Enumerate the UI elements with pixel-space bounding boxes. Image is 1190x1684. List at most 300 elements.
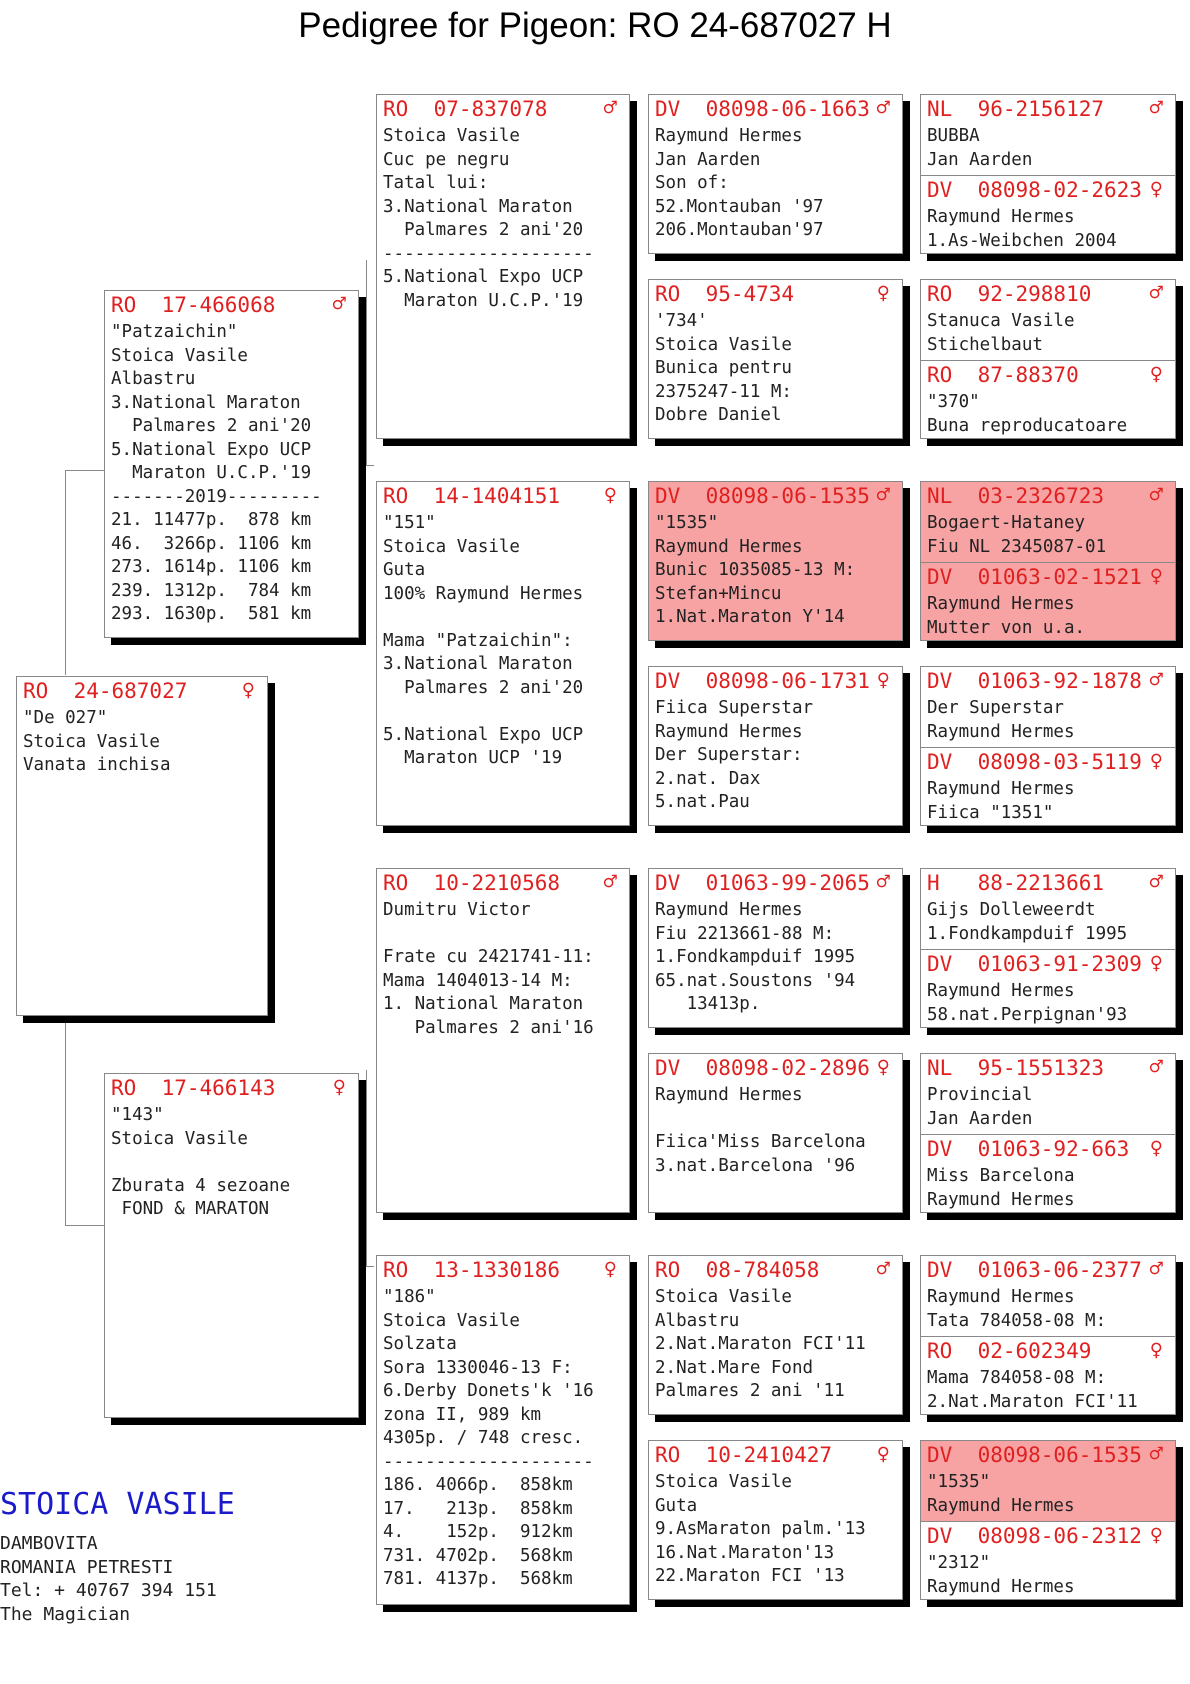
female-icon: ♀ (1149, 1523, 1163, 1548)
detail-line: Raymund Hermes (927, 207, 1075, 227)
detail-line: Frate cu 2421741-11: (383, 947, 594, 967)
detail-line: Mama 1404013-14 M: (383, 970, 573, 991)
detail-line: 2.Nat.Maraton FCI'11 (927, 1391, 1138, 1412)
detail-line: "2312" (927, 1553, 991, 1573)
detail-line: Maraton U.C.P.'19 (111, 463, 312, 483)
ring-number (649, 1441, 902, 1469)
detail-line: Fiica Superstar (655, 698, 814, 718)
pigeon-details (649, 1284, 902, 1404)
detail-line: Raymund Hermes (927, 1495, 1075, 1516)
detail-line: Zburata 4 sezoane (111, 1175, 291, 1196)
female-icon: ♀ (876, 1442, 890, 1467)
dam-section (921, 1336, 1175, 1415)
connector (65, 1020, 66, 1225)
ring-number-text: RO 13-1330186 (383, 1258, 561, 1282)
detail-line: 273. 1614p. 1106 km (111, 557, 312, 577)
detail-line: zona II, 989 km (383, 1404, 542, 1425)
detail-line: Bunica pentru (655, 358, 792, 378)
female-icon: ♀ (603, 1257, 617, 1282)
detail-line: "151" (383, 513, 436, 533)
dam-section (921, 747, 1175, 826)
sire-section (921, 667, 1175, 747)
ring-number (649, 869, 902, 897)
detail-line: 4305p. / 748 cresc. (383, 1428, 584, 1448)
ring-number-text: DV 08098-06-1731 (655, 669, 870, 693)
ring-number (921, 361, 1175, 389)
detail-line: 731. 4702p. 568km (383, 1545, 573, 1566)
detail-line: "1535" (927, 1472, 991, 1492)
detail-line: Mama "Patzaichin": (383, 630, 573, 651)
pigeon-details (921, 123, 1175, 172)
detail-line: Albastru (655, 1310, 740, 1331)
detail-line: 5.National Expo UCP (111, 439, 312, 460)
dam-section (921, 1134, 1175, 1213)
male-icon: ♂ (876, 483, 890, 508)
detail-line: Mutter von u.a. (927, 617, 1086, 638)
ring-number-text: DV 01063-91-2309 (927, 952, 1142, 976)
detail-line: Provincial (927, 1085, 1033, 1105)
detail-line: Stoica Vasile (111, 345, 248, 366)
detail-line: 206.Montauban'97 (655, 220, 824, 240)
pigeon-card[interactable] (648, 1255, 903, 1415)
female-icon: ♀ (1149, 177, 1163, 202)
detail-line: Tatal lui: (383, 173, 489, 193)
detail-line: 186. 4066p. 858km (383, 1475, 573, 1495)
pigeon-card[interactable] (920, 1053, 1176, 1213)
male-icon: ♂ (1149, 870, 1163, 895)
dam-section (921, 1521, 1175, 1600)
owner-city: ROMANIA PETRESTI (0, 1556, 174, 1578)
ring-number (921, 950, 1175, 978)
detail-line: 1.Fondkampduif 1995 (927, 923, 1128, 944)
detail-line: Dobre Daniel (655, 405, 782, 425)
sire-section (921, 95, 1175, 175)
pigeon-details (921, 1469, 1175, 1518)
ring-number (377, 869, 629, 897)
detail-line: '734' (655, 311, 708, 331)
ring-number-text: DV 01063-92-1878 (927, 669, 1142, 693)
ring-number-text: NL 03-2326723 (927, 484, 1105, 508)
detail-line: Raymund Hermes (927, 1576, 1075, 1597)
pigeon-details (921, 1284, 1175, 1333)
male-icon: ♂ (1149, 483, 1163, 508)
ring-number (921, 1256, 1175, 1284)
ring-number (921, 563, 1175, 591)
detail-line: Fiica "1351" (927, 802, 1054, 823)
detail-line: Fiica'Miss Barcelona (655, 1132, 866, 1152)
detail-line (383, 606, 623, 630)
connector (65, 1225, 106, 1226)
dam-section (921, 175, 1175, 254)
pigeon-details (649, 1469, 902, 1589)
ring-number-text: RO 24-687027 (23, 679, 188, 703)
detail-line: Stefan+Mincu (655, 583, 782, 604)
pigeon-details (921, 776, 1175, 825)
ring-number-text: RO 02-602349 (927, 1339, 1092, 1363)
pigeon-card[interactable] (920, 481, 1176, 641)
pigeon-details (649, 897, 902, 1017)
pigeon-details (17, 705, 267, 778)
pigeon-details (377, 897, 629, 1040)
female-icon: ♀ (603, 483, 617, 508)
male-icon: ♂ (332, 292, 346, 317)
pigeon-details (921, 591, 1175, 640)
ring-number (921, 1441, 1175, 1469)
ring-number-text: RO 92-298810 (927, 282, 1092, 306)
detail-line: Raymund Hermes (927, 721, 1075, 742)
detail-line: 46. 3266p. 1106 km (111, 533, 312, 554)
detail-line: 2375247-11 M: (655, 381, 792, 402)
pigeon-details (921, 1163, 1175, 1212)
detail-line: Fiu 2213661-88 M: (655, 923, 835, 944)
detail-line: Sora 1330046-13 F: (383, 1357, 573, 1378)
detail-line: -------2019--------- (111, 486, 322, 507)
pigeon-details (649, 695, 902, 815)
female-icon: ♀ (241, 678, 255, 703)
detail-line: Raymund Hermes (927, 1287, 1075, 1307)
pigeon-card[interactable] (920, 279, 1176, 439)
ring-number-text: DV 08098-06-2312 (927, 1524, 1142, 1548)
detail-line: 65.nat.Soustons '94 (655, 970, 856, 991)
detail-line: Guta (655, 1495, 698, 1516)
pigeon-details (921, 1550, 1175, 1599)
connector (65, 470, 106, 471)
ring-number-text: DV 01063-99-2065 (655, 871, 870, 895)
detail-line: Maraton U.C.P.'19 (383, 290, 584, 311)
female-icon: ♀ (1149, 749, 1163, 774)
ring-number (105, 291, 358, 319)
pigeon-card[interactable] (648, 481, 903, 641)
detail-line: Raymund Hermes (655, 721, 803, 742)
ring-number (921, 95, 1175, 123)
detail-line: 16.Nat.Maraton'13 (655, 1542, 835, 1563)
detail-line: "186" (383, 1287, 436, 1307)
male-icon: ♂ (876, 1257, 890, 1282)
ring-number (649, 280, 902, 308)
ring-number (921, 176, 1175, 204)
detail-line: Raymund Hermes (927, 779, 1075, 799)
pigeon-details (921, 510, 1175, 559)
detail-line: Jan Aarden (927, 149, 1033, 170)
pigeon-card[interactable] (648, 94, 903, 254)
pigeon-card[interactable] (920, 1255, 1176, 1415)
detail-line: Stoica Vasile (655, 334, 792, 355)
female-icon: ♀ (1149, 362, 1163, 387)
ring-number-text: RO 07-837078 (383, 97, 548, 121)
detail-line: Stanuca Vasile (927, 311, 1075, 331)
pigeon-card[interactable] (648, 279, 903, 439)
detail-line: 100% Raymund Hermes (383, 583, 584, 604)
ring-number (921, 1522, 1175, 1550)
detail-line: 239. 1312p. 784 km (111, 580, 312, 601)
owner-nickname: The Magician (0, 1603, 131, 1625)
detail-line: Mama 784058-08 M: (927, 1368, 1107, 1388)
detail-line: Raymund Hermes (655, 900, 803, 920)
detail-line: Miss Barcelona (927, 1166, 1075, 1186)
ring-number-text: DV 08098-06-1535 (927, 1443, 1142, 1467)
ring-number-text: RO 95-4734 (655, 282, 795, 306)
male-icon: ♂ (603, 96, 617, 121)
detail-line: "370" (927, 392, 980, 412)
connector (366, 1070, 367, 1266)
ring-number-text: NL 95-1551323 (927, 1056, 1105, 1080)
pigeon-details (377, 123, 629, 313)
detail-line: Raymund Hermes (927, 981, 1075, 1001)
ring-number (921, 748, 1175, 776)
detail-line: Maraton UCP '19 (383, 748, 563, 768)
pigeon-details (649, 123, 902, 243)
detail-line: Cuc pe negru (383, 149, 510, 170)
detail-line: 1.As-Weibchen 2004 (927, 230, 1117, 251)
ring-number-text: DV 01063-06-2377 (927, 1258, 1142, 1282)
detail-line: BUBBA (927, 126, 980, 146)
detail-line: 21. 11477p. 878 km (111, 510, 312, 530)
detail-line: Stoica Vasile (383, 536, 520, 557)
sire-section (921, 1256, 1175, 1336)
detail-line: Gijs Dolleweerdt (927, 900, 1096, 920)
pigeon-card[interactable] (920, 94, 1176, 254)
detail-line: 6.Derby Donets'k '16 (383, 1381, 594, 1401)
detail-line: "143" (111, 1105, 164, 1125)
ring-number (649, 95, 902, 123)
ring-number (921, 482, 1175, 510)
ring-number-text: RO 10-2410427 (655, 1443, 833, 1467)
female-icon: ♀ (876, 281, 890, 306)
detail-line: 4. 152p. 912km (383, 1522, 573, 1542)
pigeon-details (921, 695, 1175, 744)
detail-line: Stoica Vasile (23, 731, 160, 752)
detail-line: FOND & MARATON (111, 1199, 270, 1219)
detail-line: 5.nat.Pau (655, 792, 750, 812)
detail-line: Palmares 2 ani'20 (111, 416, 312, 436)
dam-section (921, 562, 1175, 641)
ring-number-text: RO 08-784058 (655, 1258, 820, 1282)
female-icon: ♀ (1149, 564, 1163, 589)
pigeon-card[interactable] (104, 1073, 359, 1418)
connector (65, 470, 66, 675)
detail-line: Solzata (383, 1334, 457, 1354)
detail-line: 58.nat.Perpignan'93 (927, 1004, 1128, 1025)
detail-line: 9.AsMaraton palm.'13 (655, 1519, 866, 1539)
ring-number-text: RO 17-466143 (111, 1076, 276, 1100)
ring-number-text: DV 08098-02-2896 (655, 1056, 870, 1080)
pigeon-card[interactable] (376, 1255, 630, 1605)
detail-line: -------------------- (383, 243, 594, 264)
detail-line: 3.nat.Barcelona '96 (655, 1155, 856, 1176)
pigeon-card[interactable] (376, 868, 630, 1213)
male-icon: ♂ (1149, 668, 1163, 693)
pigeon-details (921, 204, 1175, 253)
male-icon: ♂ (1149, 281, 1163, 306)
pigeon-details (921, 897, 1175, 946)
ring-number-text: H 88-2213661 (927, 871, 1105, 895)
female-icon: ♀ (332, 1075, 346, 1100)
pigeon-details (921, 308, 1175, 357)
sire-section (921, 869, 1175, 949)
detail-line: 2.Nat.Maraton FCI'11 (655, 1334, 866, 1354)
female-icon: ♀ (1149, 1136, 1163, 1161)
detail-line: Palmares 2 ani '11 (655, 1381, 845, 1401)
pigeon-card[interactable] (376, 481, 630, 826)
ring-number-text: DV 08098-02-2623 (927, 178, 1142, 202)
male-icon: ♂ (1149, 96, 1163, 121)
detail-line: Jan Aarden (655, 149, 761, 170)
sire-section (921, 280, 1175, 360)
detail-line: 1. National Maraton (383, 994, 584, 1014)
ring-number (377, 1256, 629, 1284)
detail-line: Jan Aarden (927, 1108, 1033, 1129)
detail-line: Raymund Hermes (655, 126, 803, 146)
ring-number (921, 667, 1175, 695)
sire-section (921, 1054, 1175, 1134)
detail-line: "1535" (655, 513, 719, 533)
ring-number-text: RO 14-1404151 (383, 484, 561, 508)
detail-line: 2.nat. Dax (655, 768, 761, 789)
ring-number (105, 1074, 358, 1102)
pigeon-card[interactable] (648, 1053, 903, 1213)
male-icon: ♂ (1149, 1257, 1163, 1282)
ring-number (649, 667, 902, 695)
detail-line: Stoica Vasile (655, 1472, 792, 1492)
pigeon-details (105, 319, 358, 627)
detail-line: Palmares 2 ani'20 (383, 220, 584, 240)
ring-number (377, 482, 629, 510)
pigeon-details (649, 308, 902, 428)
male-icon: ♂ (876, 96, 890, 121)
detail-line: "De 027" (23, 708, 108, 728)
pigeon-card[interactable] (648, 1440, 903, 1600)
detail-line: Raymund Hermes (655, 1085, 803, 1105)
detail-line: Fiu NL 2345087-01 (927, 536, 1107, 557)
detail-line: Stoica Vasile (655, 1287, 792, 1307)
detail-line: 5.National Expo UCP (383, 267, 584, 287)
ring-number-text: DV 08098-06-1535 (655, 484, 870, 508)
detail-line: Raymund Hermes (927, 594, 1075, 614)
pigeon-details (921, 1082, 1175, 1131)
female-icon: ♀ (876, 1055, 890, 1080)
pigeon-card[interactable] (376, 94, 630, 439)
detail-line: "Patzaichin" (111, 322, 238, 342)
detail-line: 13413p. (655, 994, 761, 1014)
female-icon: ♀ (1149, 951, 1163, 976)
ring-number (921, 1337, 1175, 1365)
detail-line: 781. 4137p. 568km (383, 1569, 573, 1589)
detail-line: 3.National Maraton (383, 654, 573, 674)
pigeon-card[interactable] (920, 868, 1176, 1028)
detail-line: Palmares 2 ani'20 (383, 677, 584, 698)
connector (366, 260, 367, 465)
connector (366, 1266, 374, 1267)
detail-line: 52.Montauban '97 (655, 196, 824, 217)
female-icon: ♀ (1149, 1338, 1163, 1363)
ring-number-text: RO 87-88370 (927, 363, 1079, 387)
detail-line: Dumitru Victor (383, 900, 531, 920)
ring-number-text: DV 01063-92-663 (927, 1137, 1130, 1161)
detail-line: 5.National Expo UCP (383, 724, 584, 745)
pigeon-details (921, 978, 1175, 1027)
ring-number (921, 280, 1175, 308)
pigeon-card[interactable] (648, 868, 903, 1028)
page-title: Pedigree for Pigeon: RO 24-687027 H (298, 6, 892, 45)
detail-line: 293. 1630p. 581 km (111, 604, 312, 624)
male-icon: ♂ (1149, 1055, 1163, 1080)
ring-number-text: DV 08098-03-5119 (927, 750, 1142, 774)
pigeon-details (377, 510, 629, 771)
pigeon-card[interactable] (920, 1440, 1176, 1600)
pigeon-card[interactable] (920, 666, 1176, 826)
ring-number (17, 677, 267, 705)
ring-number-text: RO 17-466068 (111, 293, 276, 317)
pigeon-details (649, 510, 902, 630)
pigeon-details (649, 1082, 902, 1178)
detail-line: 1.Fondkampduif 1995 (655, 947, 856, 967)
detail-line: Son of: (655, 173, 729, 193)
ring-number-text: DV 08098-06-1663 (655, 97, 870, 121)
detail-line: Stoica Vasile (383, 126, 520, 146)
detail-line: Vanata inchisa (23, 755, 171, 775)
ring-number (649, 482, 902, 510)
pigeon-card[interactable] (16, 676, 268, 1016)
detail-line: Stichelbaut (927, 334, 1043, 355)
female-icon: ♀ (876, 668, 890, 693)
ring-number-text: NL 96-2156127 (927, 97, 1105, 121)
ring-number (649, 1054, 902, 1082)
ring-number (921, 1135, 1175, 1163)
ring-number-text: RO 10-2210568 (383, 871, 561, 895)
detail-line: Bogaert-Hataney (927, 513, 1086, 533)
owner-phone: Tel: + 40767 394 151 (0, 1580, 217, 1601)
sire-section (921, 1441, 1175, 1521)
detail-line: 22.Maraton FCI '13 (655, 1566, 845, 1586)
pigeon-details (921, 389, 1175, 438)
pigeon-card[interactable] (104, 290, 359, 638)
detail-line: Albastru (111, 369, 196, 389)
dam-section (921, 949, 1175, 1028)
detail-line (655, 1108, 896, 1132)
owner-info (0, 1488, 235, 1626)
pigeon-details (921, 1365, 1175, 1414)
detail-line (111, 1151, 352, 1175)
owner-region: DAMBOVITA (0, 1533, 98, 1554)
ring-number-text: DV 01063-02-1521 (927, 565, 1142, 589)
pigeon-card[interactable] (648, 666, 903, 826)
owner-name: STOICA VASILE (0, 1487, 235, 1522)
male-icon: ♂ (603, 870, 617, 895)
male-icon: ♂ (876, 870, 890, 895)
ring-number (377, 95, 629, 123)
detail-line: 2.Nat.Mare Fond (655, 1357, 814, 1378)
detail-line: 1.Nat.Maraton Y'14 (655, 607, 845, 627)
detail-line: Raymund Hermes (655, 536, 803, 557)
detail-line: 3.National Maraton (111, 392, 301, 413)
detail-line: Guta (383, 560, 426, 580)
dam-section (921, 360, 1175, 439)
detail-line (383, 923, 623, 947)
detail-line: -------------------- (383, 1451, 594, 1472)
pigeon-details (377, 1284, 629, 1592)
ring-number (921, 869, 1175, 897)
detail-line (383, 700, 623, 724)
detail-line: Stoica Vasile (383, 1310, 520, 1331)
male-icon: ♂ (1149, 1442, 1163, 1467)
detail-line: Raymund Hermes (927, 1189, 1075, 1210)
detail-line: Buna reproducatoare (927, 415, 1128, 436)
detail-line: Der Superstar (927, 698, 1064, 718)
ring-number (649, 1256, 902, 1284)
connector (366, 465, 374, 466)
detail-line: 3.National Maraton (383, 196, 573, 217)
detail-line: Palmares 2 ani'16 (383, 1017, 594, 1038)
